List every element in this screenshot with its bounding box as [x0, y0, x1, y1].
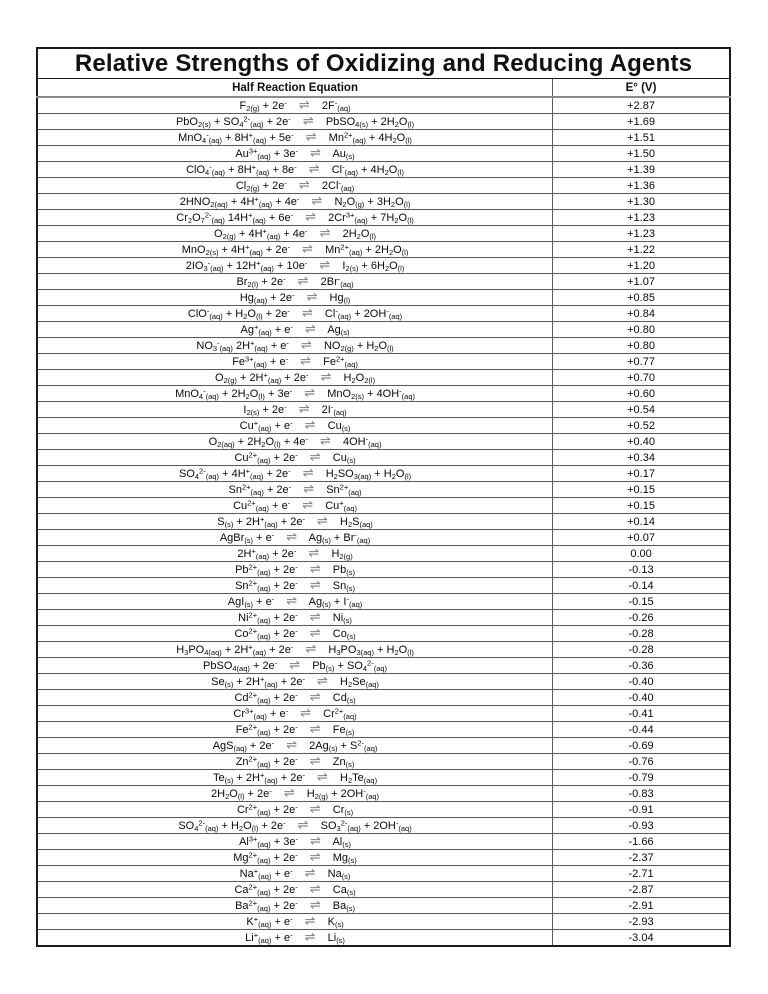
- table-row: [37, 498, 730, 514]
- table-row: [37, 97, 730, 114]
- half-reaction-equation: $SO_4^{2-}_{(aq)} + H_2O_{(l)} + 2e^-$ ⇌ $SO_3^{2-}_{(aq)} + 2OH^-_{(aq)}$: [37, 818, 553, 834]
- equilibrium-arrow-icon: ⇌: [319, 258, 331, 273]
- half-reaction-equation: $Cl_{2(g)} + 2e^-$ ⇌ $2Cl^-_{(aq)}$: [37, 178, 553, 194]
- page-title: Relative Strengths of Oxidizing and Reducing Agents: [37, 48, 730, 79]
- equilibrium-arrow-icon: ⇌: [302, 114, 314, 129]
- equilibrium-arrow-icon: ⇌: [308, 546, 320, 561]
- table-row: [37, 546, 730, 562]
- potential-value: -3.04: [553, 930, 730, 947]
- potential-value: +0.85: [553, 290, 730, 306]
- equilibrium-arrow-icon: ⇌: [286, 738, 298, 753]
- equilibrium-arrow-icon: ⇌: [310, 834, 322, 849]
- half-reaction-equation: $Zn^{2+}_{(aq)} + 2e^-$ ⇌ $Zn_{(s)}$: [37, 754, 553, 770]
- table-row: [37, 610, 730, 626]
- half-reaction-equation: $Cu^{2+}_{(aq)} + 2e^-$ ⇌ $Cu_{(s)}$: [37, 450, 553, 466]
- table-row: [37, 514, 730, 530]
- table-row: [37, 770, 730, 786]
- half-reaction-equation: $Na^+_{(aq)} + e^-$ ⇌ $Na_{(s)}$: [37, 866, 553, 882]
- table-row: [37, 322, 730, 338]
- half-reaction-equation: $ClO^-_{(aq)} + H_2O_{(l)} + 2e^-$ ⇌ $Cl^-_{(aq)} + 2OH^-_{(aq)}$: [37, 306, 553, 322]
- half-reaction-equation: AgI$_{(s)}$ + e- ⇌ $Ag_{(s)} + I^-_{(aq)}$: [37, 594, 553, 610]
- half-reaction-equation: $K^+_{(aq)} + e^-$ ⇌ $K_{(s)}$: [37, 914, 553, 930]
- table-row: [37, 882, 730, 898]
- table-row: [37, 146, 730, 162]
- table-row: [37, 418, 730, 434]
- potential-value: +1.20: [553, 258, 730, 274]
- half-reaction-equation: $NO_3^-_{(aq)}$ $2H^+_{(aq)} + e^-$ ⇌ $NO_{2(g)} + H_2O_{(l)}$: [37, 338, 553, 354]
- potential-value: +0.52: [553, 418, 730, 434]
- equilibrium-arrow-icon: ⇌: [302, 242, 314, 257]
- potential-value: +2.87: [553, 97, 730, 114]
- potential-value: -0.44: [553, 722, 730, 738]
- potential-value: -0.40: [553, 674, 730, 690]
- table-row: [37, 866, 730, 882]
- equilibrium-arrow-icon: ⇌: [286, 530, 298, 545]
- half-reaction-equation: $Al^{3+}_{(aq)} + 3e^-$ ⇌ $Al_{(s)}$: [37, 834, 553, 850]
- table-row: [37, 706, 730, 722]
- equilibrium-arrow-icon: ⇌: [305, 642, 317, 657]
- table-row: [37, 370, 730, 386]
- table-row: [37, 562, 730, 578]
- half-reaction-equation: $Ba^{2+}_{(aq)} + 2e^-$ ⇌ $Ba_{(s)}$: [37, 898, 553, 914]
- equilibrium-arrow-icon: ⇌: [306, 290, 318, 305]
- equilibrium-arrow-icon: ⇌: [309, 562, 321, 577]
- potential-value: -0.79: [553, 770, 730, 786]
- half-reaction-equation: $Te_{(s)} + 2H^+_{(aq)} + 2e^-$ ⇌ $H_2Te_{(aq)}$: [37, 770, 553, 786]
- half-reaction-equation: $S_{(s)} + 2H^+_{(aq)} + 2e^-$ ⇌ $H_2S_{(aq)}$: [37, 514, 553, 530]
- equilibrium-arrow-icon: ⇌: [305, 130, 317, 145]
- potential-value: +0.34: [553, 450, 730, 466]
- equilibrium-arrow-icon: ⇌: [304, 930, 316, 945]
- half-reaction-equation: $Ni^{2+}_{(aq)} + 2e^-$ ⇌ $Ni_{(s)}$: [37, 610, 553, 626]
- table-row: [37, 722, 730, 738]
- potential-value: +0.84: [553, 306, 730, 322]
- table-row: [37, 898, 730, 914]
- equilibrium-arrow-icon: ⇌: [317, 770, 328, 785]
- half-reaction-equation: $Co^{2+}_{(aq)} + 2e^-$ ⇌ $Co_{(s)}$: [37, 626, 553, 642]
- potential-value: -2.91: [553, 898, 730, 914]
- equilibrium-arrow-icon: ⇌: [304, 866, 316, 881]
- potential-value: +1.30: [553, 194, 730, 210]
- half-reaction-equation: $I_{2(s)} + 2e^-$ ⇌ $2I^-_{(aq)}$: [37, 402, 553, 418]
- half-reaction-equation: $Hg_{(aq)} + 2e^-$ ⇌ $Hg_{(l)}$: [37, 290, 553, 306]
- reaction-table-body: [37, 97, 730, 946]
- equilibrium-arrow-icon: ⇌: [309, 450, 321, 465]
- table-row: [37, 226, 730, 242]
- potential-value: -0.28: [553, 626, 730, 642]
- potential-value: -2.37: [553, 850, 730, 866]
- potential-value: -0.40: [553, 690, 730, 706]
- potential-value: +1.23: [553, 210, 730, 226]
- potential-value: +0.80: [553, 322, 730, 338]
- potential-value: +1.23: [553, 226, 730, 242]
- equilibrium-arrow-icon: ⇌: [289, 658, 301, 673]
- potential-value: +1.39: [553, 162, 730, 178]
- table-row: [37, 578, 730, 594]
- half-reaction-equation: $F_{2(g)} + 2e^-$ ⇌ $2F^-_{(aq)}$: [37, 97, 553, 114]
- potential-value: +0.70: [553, 370, 730, 386]
- potential-value: +1.69: [553, 114, 730, 130]
- half-reaction-equation: $2H_2O_{(l)} + 2e^-$ ⇌ $H_{2(g)} + 2OH^-_{(aq)}$: [37, 786, 553, 802]
- potential-value: +0.77: [553, 354, 730, 370]
- table-row: [37, 530, 730, 546]
- half-reaction-equation: $Cu^+_{(aq)} + e^-$ ⇌ $Cu_{(s)}$: [37, 418, 553, 434]
- half-reaction-equation: $Pb^{2+}_{(aq)} + 2e^-$ ⇌ $Pb_{(s)}$: [37, 562, 553, 578]
- half-reaction-equation: $Br_{2(l)} + 2e^-$ ⇌ $2Br^-_{(aq)}$: [37, 274, 553, 290]
- potential-value: -0.76: [553, 754, 730, 770]
- table-row: [37, 258, 730, 274]
- table-row: [37, 914, 730, 930]
- potential-value: -0.14: [553, 578, 730, 594]
- equilibrium-arrow-icon: ⇌: [309, 722, 321, 737]
- half-reaction-equation: $Sn^{2+}_{(aq)} + 2e^-$ ⇌ $Sn^{2+}_{(aq)}$: [37, 482, 553, 498]
- potential-value: +0.80: [553, 338, 730, 354]
- potential-value: +1.07: [553, 274, 730, 290]
- equilibrium-arrow-icon: ⇌: [304, 914, 316, 929]
- table-row: [37, 386, 730, 402]
- half-reaction-equation: $Ag^+_{(aq)} + e^-$ ⇌ $Ag_{(s)}$: [37, 322, 553, 338]
- column-header-row: [37, 79, 730, 98]
- equilibrium-arrow-icon: ⇌: [308, 162, 320, 177]
- potential-value: -0.28: [553, 642, 730, 658]
- potential-value: +0.54: [553, 402, 730, 418]
- potential-value: +1.50: [553, 146, 730, 162]
- potential-value: +1.36: [553, 178, 730, 194]
- table-row: [37, 834, 730, 850]
- equilibrium-arrow-icon: ⇌: [309, 882, 321, 897]
- table-row: [37, 786, 730, 802]
- table-row: [37, 402, 730, 418]
- equilibrium-arrow-icon: ⇌: [317, 674, 328, 689]
- half-reaction-equation: $Sn^{2+}_{(aq)} + 2e^-$ ⇌ $Sn_{(s)}$: [37, 578, 553, 594]
- half-reaction-equation: $Cr^{2+}_{(aq)} + 2e^-$ ⇌ $Cr_{(s)}$: [37, 802, 553, 818]
- table-row: [37, 818, 730, 834]
- potential-value: -0.13: [553, 562, 730, 578]
- title-row: [37, 48, 730, 79]
- half-reaction-equation: $H_3PO_{4(aq)} + 2H^+_{(aq)} + 2e^-$ ⇌ $H_3PO_{3(aq)} + H_2O_{(l)}$: [37, 642, 553, 658]
- half-reaction-equation: PbSO$_{4(aq)}$ + 2e- ⇌ $Pb_{(s)} + SO_4^{2-}_{(aq)}$: [37, 658, 553, 674]
- half-reaction-equation: $2IO_3^-_{(aq)} + 12H^+_{(aq)} + 10e^-$ ⇌ $I_{2(s)} + 6H_2O_{(l)}$: [37, 258, 553, 274]
- equilibrium-arrow-icon: ⇌: [304, 418, 316, 433]
- table-row: [37, 290, 730, 306]
- table-row: [37, 306, 730, 322]
- half-reaction-equation: $ClO_4^-_{(aq)} + 8H^+_{(aq)} + 8e^-$ ⇌ $Cl^-_{(aq)} + 4H_2O_{(l)}$: [37, 162, 553, 178]
- potential-value: -0.15: [553, 594, 730, 610]
- potential-value: +1.22: [553, 242, 730, 258]
- potential-value: +0.07: [553, 530, 730, 546]
- half-reaction-equation: $2HNO_{2(aq)} + 4H^+_{(aq)} + 4e^-$ ⇌ $N_2O_{(g)} + 3H_2O_{(l)}$: [37, 194, 553, 210]
- half-reaction-equation: $SO_4^{2-}_{(aq)} + 4H^+_{(aq)} + 2e^-$ ⇌ $H_2SO_{3(aq)} + H_2O_{(l)}$: [37, 466, 553, 482]
- equilibrium-arrow-icon: ⇌: [309, 802, 321, 817]
- table-row: [37, 210, 730, 226]
- half-reaction-equation: $PbO_{2(s)} + SO_4^{2-}_{(aq)} + 2e^-$ ⇌ PbSO$_{4(s)}$ + $2H_2O_{(l)}$: [37, 114, 553, 130]
- half-reaction-equation: $Cd^{2+}_{(aq)} + 2e^-$ ⇌ $Cd_{(s)}$: [37, 690, 553, 706]
- equilibrium-arrow-icon: ⇌: [300, 338, 312, 353]
- table-row: [37, 690, 730, 706]
- half-reaction-equation: $O_{2(aq)} + 2H_2O_{(l)} + 4e^-$ ⇌ $4OH^-_{(aq)}$: [37, 434, 553, 450]
- equilibrium-arrow-icon: ⇌: [298, 178, 310, 193]
- equilibrium-arrow-icon: ⇌: [300, 706, 312, 721]
- equilibrium-arrow-icon: ⇌: [297, 274, 309, 289]
- equilibrium-arrow-icon: ⇌: [310, 146, 322, 161]
- table-row: [37, 850, 730, 866]
- half-reaction-equation: $Cr^{3+}_{(aq)} + e^-$ ⇌ $Cr^{2+}_{(aq)}$: [37, 706, 553, 722]
- potential-value: +0.60: [553, 386, 730, 402]
- table-row: [37, 130, 730, 146]
- table-row: [37, 274, 730, 290]
- equilibrium-arrow-icon: ⇌: [302, 466, 314, 481]
- half-reaction-equation: $Mg^{2+}_{(aq)} + 2e^-$ ⇌ $Mg_{(s)}$: [37, 850, 553, 866]
- potential-value: +1.51: [553, 130, 730, 146]
- table-row: [37, 354, 730, 370]
- half-reaction-equation: $Li^+_{(aq)} + e^-$ ⇌ $Li_{(s)}$: [37, 930, 553, 947]
- table-row: [37, 802, 730, 818]
- potential-value: -0.93: [553, 818, 730, 834]
- potential-value: -0.91: [553, 802, 730, 818]
- table-row: [37, 338, 730, 354]
- potential-value: -2.93: [553, 914, 730, 930]
- equilibrium-arrow-icon: ⇌: [298, 402, 310, 417]
- table-row: [37, 482, 730, 498]
- half-reaction-equation: $Ca^{2+}_{(aq)} + 2e^-$ ⇌ $Ca_{(s)}$: [37, 882, 553, 898]
- half-reaction-equation: $MnO_4^-_{(aq)} + 8H^+_{(aq)} + 5e^-$ ⇌ $Mn^{2+}_{(aq)} + 4H_2O_{(l)}$: [37, 130, 553, 146]
- equilibrium-arrow-icon: ⇌: [305, 210, 317, 225]
- half-reaction-equation: $O_{2(g)} + 2H^+_{(aq)} + 2e^-$ ⇌ $H_2O_{2(l)}$: [37, 370, 553, 386]
- equilibrium-arrow-icon: ⇌: [309, 898, 321, 913]
- table-row: [37, 178, 730, 194]
- half-reaction-equation: $Se_{(s)} + 2H^+_{(aq)} + 2e^-$ ⇌ $H_2Se_{(aq)}$: [37, 674, 553, 690]
- equilibrium-arrow-icon: ⇌: [304, 322, 316, 337]
- potential-value: -0.41: [553, 706, 730, 722]
- redox-potentials-table: [36, 47, 731, 947]
- half-reaction-equation: $Cr_2O_7^{2-}_{(aq)}$ $14H^+_{(aq)} + 6e^-$ ⇌ $2Cr^{3+}_{(aq)} + 7H_2O_{(l)}$: [37, 210, 553, 226]
- potential-value: -0.26: [553, 610, 730, 626]
- equilibrium-arrow-icon: ⇌: [309, 578, 321, 593]
- table-row: [37, 450, 730, 466]
- half-reaction-equation: AgS$_{(aq)}$ + 2e- ⇌ $2Ag_{(s)} + S^{2-}_{(aq)}$: [37, 738, 553, 754]
- equilibrium-arrow-icon: ⇌: [317, 514, 328, 529]
- potential-value: +0.40: [553, 434, 730, 450]
- column-header-half-reaction: Half Reaction Equation: [37, 79, 553, 98]
- half-reaction-equation: $Fe^{3+}_{(aq)} + e^-$ ⇌ $Fe^{2+}_{(aq)}$: [37, 354, 553, 370]
- equilibrium-arrow-icon: ⇌: [303, 482, 315, 497]
- table-row: [37, 754, 730, 770]
- equilibrium-arrow-icon: ⇌: [301, 306, 313, 321]
- table-row: [37, 594, 730, 610]
- table-row: [37, 242, 730, 258]
- table-row: [37, 626, 730, 642]
- table-row: [37, 658, 730, 674]
- table-row: [37, 114, 730, 130]
- equilibrium-arrow-icon: ⇌: [309, 610, 321, 625]
- half-reaction-equation: $O_{2(g)} + 4H^+_{(aq)} + 4e^-$ ⇌ $2H_2O_{(l)}$: [37, 226, 553, 242]
- table-row: [37, 194, 730, 210]
- potential-value: -2.71: [553, 866, 730, 882]
- equilibrium-arrow-icon: ⇌: [297, 818, 309, 833]
- half-reaction-equation: $2H^+_{(aq)} + 2e^-$ ⇌ $H_{2(g)}$: [37, 546, 553, 562]
- equilibrium-arrow-icon: ⇌: [298, 98, 310, 113]
- equilibrium-arrow-icon: ⇌: [309, 626, 321, 641]
- equilibrium-arrow-icon: ⇌: [300, 354, 312, 369]
- table-row: [37, 466, 730, 482]
- potential-value: +0.15: [553, 498, 730, 514]
- equilibrium-arrow-icon: ⇌: [283, 786, 295, 801]
- equilibrium-arrow-icon: ⇌: [320, 370, 332, 385]
- column-header-potential: E° (V): [553, 79, 730, 98]
- equilibrium-arrow-icon: ⇌: [319, 226, 331, 241]
- table-row: [37, 642, 730, 658]
- equilibrium-arrow-icon: ⇌: [309, 850, 321, 865]
- half-reaction-equation: $MnO_{2(s)} + 4H^+_{(aq)} + 2e^-$ ⇌ $Mn^{2+}_{(aq)} + 2H_2O_{(l)}$: [37, 242, 553, 258]
- potential-value: -0.83: [553, 786, 730, 802]
- potential-value: +0.15: [553, 482, 730, 498]
- table-row: [37, 162, 730, 178]
- equilibrium-arrow-icon: ⇌: [286, 594, 298, 609]
- table-row: [37, 434, 730, 450]
- potential-value: -0.69: [553, 738, 730, 754]
- table-row: [37, 674, 730, 690]
- equilibrium-arrow-icon: ⇌: [304, 386, 316, 401]
- equilibrium-arrow-icon: ⇌: [302, 498, 314, 513]
- equilibrium-arrow-icon: ⇌: [309, 690, 321, 705]
- potential-value: +0.17: [553, 466, 730, 482]
- equilibrium-arrow-icon: ⇌: [311, 194, 323, 209]
- potential-value: 0.00: [553, 546, 730, 562]
- potential-value: -0.36: [553, 658, 730, 674]
- potential-value: -2.87: [553, 882, 730, 898]
- equilibrium-arrow-icon: ⇌: [309, 754, 321, 769]
- half-reaction-equation: $MnO_4^-_{(aq)} + 2H_2O_{(l)} + 3e^-$ ⇌ $MnO_{2(s)} + 4OH^-_{(aq)}$: [37, 386, 553, 402]
- potential-value: +0.14: [553, 514, 730, 530]
- half-reaction-equation: $Fe^{2+}_{(aq)} + 2e^-$ ⇌ $Fe_{(s)}$: [37, 722, 553, 738]
- half-reaction-equation: AgBr$_{(s)}$ + e- ⇌ $Ag_{(s)} + Br^-_{(aq)}$: [37, 530, 553, 546]
- table-row: [37, 930, 730, 947]
- half-reaction-equation: $Cu^{2+}_{(aq)} + e^-$ ⇌ $Cu^+_{(aq)}$: [37, 498, 553, 514]
- equilibrium-arrow-icon: ⇌: [320, 434, 331, 449]
- table-row: [37, 738, 730, 754]
- half-reaction-equation: $Au^{3+}_{(aq)} + 3e^-$ ⇌ $Au_{(s)}$: [37, 146, 553, 162]
- potential-value: -1.66: [553, 834, 730, 850]
